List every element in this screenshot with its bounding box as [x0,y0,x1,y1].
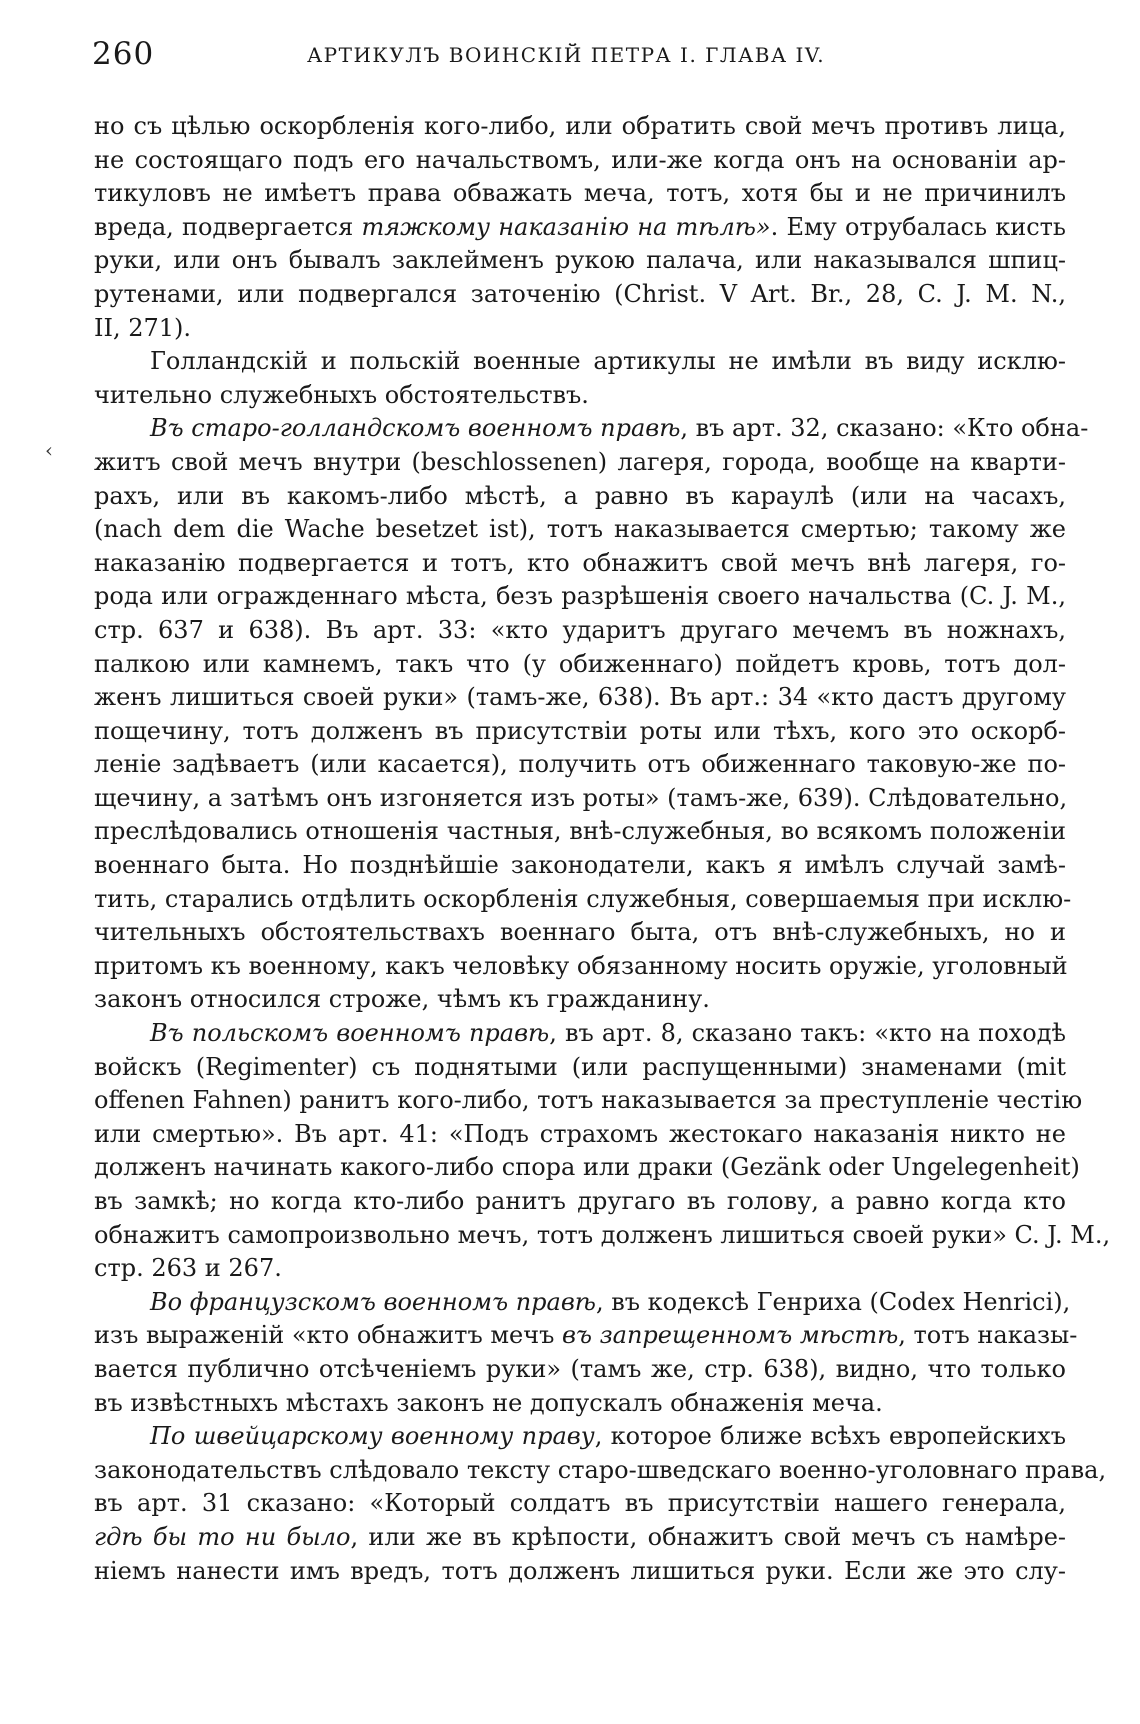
text-segment: пощечину, тотъ долженъ въ присутствіи роты или тѣхъ, кого это оскорб- [94,716,1066,745]
text-segment: (nach dem die Wache besetzet ist), тотъ наказывается смертью; такому же [94,515,1066,544]
italic-text: Въ польскомъ военномъ правѣ [150,1019,550,1048]
text-line [94,983,1066,1017]
text-line [94,1084,1083,1118]
text-segment: палкою или камнемъ, такъ что (у обиженнаго) пойдетъ кровь, тотъ дол- [94,649,1066,678]
text-segment: но съ цѣлью оскорбленія кого-либо, или обратить свой мечъ противъ лица, [94,112,1066,140]
text-segment: щечину, а затѣмъ онъ изгоняется изъ роты» (тамъ-же, 639). Слѣдовательно, [94,783,1068,812]
text-line [94,278,1066,312]
text-line [94,211,1066,245]
text-segment: въ замкѣ; но когда кто-либо ранитъ другаго въ голову, а равно когда кто [94,1187,1066,1215]
text-line [94,715,1066,749]
text-segment: , въ кодексѣ Генриха (Codex Henrici), [595,1287,1071,1316]
text-line [94,1151,1080,1185]
text-segment: изъ выраженій «кто обнажитъ мечъ [94,1321,562,1350]
text-line [94,244,1066,278]
text-line [94,1454,1107,1488]
text-segment: , которое ближе всѣхъ европейскихъ [594,1422,1066,1451]
text-segment: долженъ начинать какого-либо спора или драки (Gezänk oder Ungelegenheit) [94,1153,1080,1182]
text-line [94,110,1066,144]
text-segment: законодательствъ слѣдовало тексту старо-шведскаго военно-уголовнаго права, [94,1455,1107,1484]
body-text [94,110,1111,1588]
text-segment: II, 271). [94,313,192,342]
text-segment: тикуловъ не имѣетъ права обважать меча, тотъ, хотя бы и не причинилъ [94,179,1066,208]
text-line [94,412,1089,446]
text-segment: наказанію подвергается и тотъ, кто обнажитъ свой мечъ внѣ лагеря, го- [94,548,1066,577]
text-line [94,1353,1066,1387]
text-line [94,614,1066,648]
text-segment: , въ арт. 8, сказано такъ: «кто на походѣ [549,1019,1066,1048]
text-line [94,815,1066,849]
text-segment: преслѣдовались отношенія частныя, внѣ-служебныя, во всякомъ положеніи [94,817,1066,846]
italic-text: Во французскомъ военномъ правѣ [150,1287,596,1316]
text-line [94,547,1066,581]
text-segment: леніе задѣваетъ (или касается), получить отъ обиженнаго таковую-же по- [94,750,1066,779]
text-segment: рутенами, или подвергался заточенію (Christ. V Art. Br., 28, C. J. M. N., [94,279,1066,308]
page-number: 260 [92,36,155,72]
text-line [94,379,1066,413]
text-line [94,1017,1066,1051]
text-line [94,1420,1066,1454]
text-line [94,1252,1066,1286]
italic-text: По швейцарскому военному праву [150,1422,595,1451]
italic-text: Въ старо-голландскомъ военномъ правѣ [150,414,681,443]
text-line [94,1051,1066,1085]
text-segment: ніемъ нанести имъ вредъ, тотъ долженъ лишиться руки. Если же это слу- [94,1556,1066,1585]
text-segment: рахъ, или въ какомъ-либо мѣстѣ, а равно въ караулѣ (или на часахъ, [94,481,1066,510]
text-segment: обнажитъ самопроизвольно мечъ, тотъ долженъ лишиться своей руки» C. J. M., [94,1220,1111,1249]
text-line [94,513,1066,547]
italic-text: въ запрещенномъ мѣстѣ [561,1321,899,1350]
text-segment: , въ арт. 32, сказано: «Кто обна- [680,414,1089,443]
text-line [94,1286,1071,1320]
text-segment: чительныхъ обстоятельствахъ военнаго быта, отъ внѣ-служебныхъ, но и [94,918,1066,947]
text-segment: руки, или онъ бывалъ заклейменъ рукою палача, или наказывался шпиц- [94,246,1066,275]
text-line [94,916,1066,950]
text-segment: , тотъ наказы- [898,1321,1078,1350]
text-segment: въ арт. 31 сказано: «Который солдатъ въ присутствіи нашего генерала, [94,1489,1066,1518]
text-segment: вреда, подвергается [94,212,362,241]
margin-mark: ‹ [45,438,53,462]
text-line [94,177,1066,211]
text-line [94,681,1066,715]
text-line [94,1487,1066,1521]
text-segment: рода или огражденнаго мѣста, безъ разрѣшенія своего начальства (C. J. M., [94,582,1066,611]
text-line [94,1387,1066,1421]
italic-text: гдѣ бы то ни было [94,1522,351,1551]
running-head: АРТИКУЛЪ ВОИНСКІЙ ПЕТРА І. ГЛАВА IV. [307,43,826,67]
italic-text: тяжкому наказанію на тѣлѣ» [361,212,771,241]
text-line [94,1219,1111,1253]
text-segment: притомъ къ военному, какъ человѣку обязанному носить оружіе, уголовный [94,951,1068,980]
text-segment: военнаго быта. Но позднѣйшіе законодатели, какъ я имѣлъ случай замѣ- [94,851,1066,880]
text-line [94,580,1066,614]
text-segment: стр. 637 и 638). Въ арт. 33: «кто ударитъ другаго мечемъ въ ножнахъ, [94,615,1066,644]
text-line [94,1319,1078,1353]
text-segment: Голландскій и польскій военные артикулы не имѣли въ виду исклю- [150,347,1066,376]
text-segment: тить, старались отдѣлить оскорбленія служебныя, совершаемыя при исклю- [94,884,1072,913]
page-header [92,34,1064,74]
text-segment: законъ относился строже, чѣмъ къ гражданину. [94,985,710,1014]
text-line [94,446,1066,480]
text-line [94,883,1072,917]
text-segment: чительно служебныхъ обстоятельствъ. [94,380,589,409]
text-segment: не состоящаго подъ его начальствомъ, или-же когда онъ на основаніи ар- [94,145,1066,174]
text-segment: войскъ (Regimenter) съ поднятыми (или распущенными) знаменами (mit [94,1052,1066,1081]
text-line [94,849,1066,883]
text-segment: стр. 263 и 267. [94,1254,282,1283]
text-line [94,1555,1066,1589]
text-segment: или смертью». Въ арт. 41: «Подъ страхомъ жестокаго наказанія никто не [94,1119,1066,1148]
text-line [94,480,1066,514]
text-segment: , или же въ крѣпости, обнажитъ свой мечъ съ намѣре- [350,1522,1067,1551]
text-line [94,782,1066,816]
text-line [94,345,1066,379]
text-line [94,1521,1066,1555]
text-line [94,748,1066,782]
text-line [94,950,1066,984]
text-segment: женъ лишиться своей руки» (тамъ-же, 638). Въ арт.: 34 «кто дастъ другому [94,683,1066,712]
text-line [94,648,1066,682]
text-segment: житъ свой мечъ внутри (beschlossenen) лагеря, города, вообще на кварти- [94,447,1066,476]
text-segment: вается публично отсѣченіемъ руки» (тамъ же, стр. 638), видно, что только [94,1354,1066,1383]
text-line [94,1118,1066,1152]
text-line [94,1185,1066,1219]
text-line [94,312,1066,346]
text-segment: offenen Fahnen) ранитъ кого-либо, тотъ наказывается за преступленіе честію [94,1086,1083,1115]
text-segment: . Ему отрубалась кисть [770,212,1066,241]
text-segment: въ извѣстныхъ мѣстахъ законъ не допускалъ обнаженія меча. [94,1388,883,1417]
text-line [94,144,1066,178]
